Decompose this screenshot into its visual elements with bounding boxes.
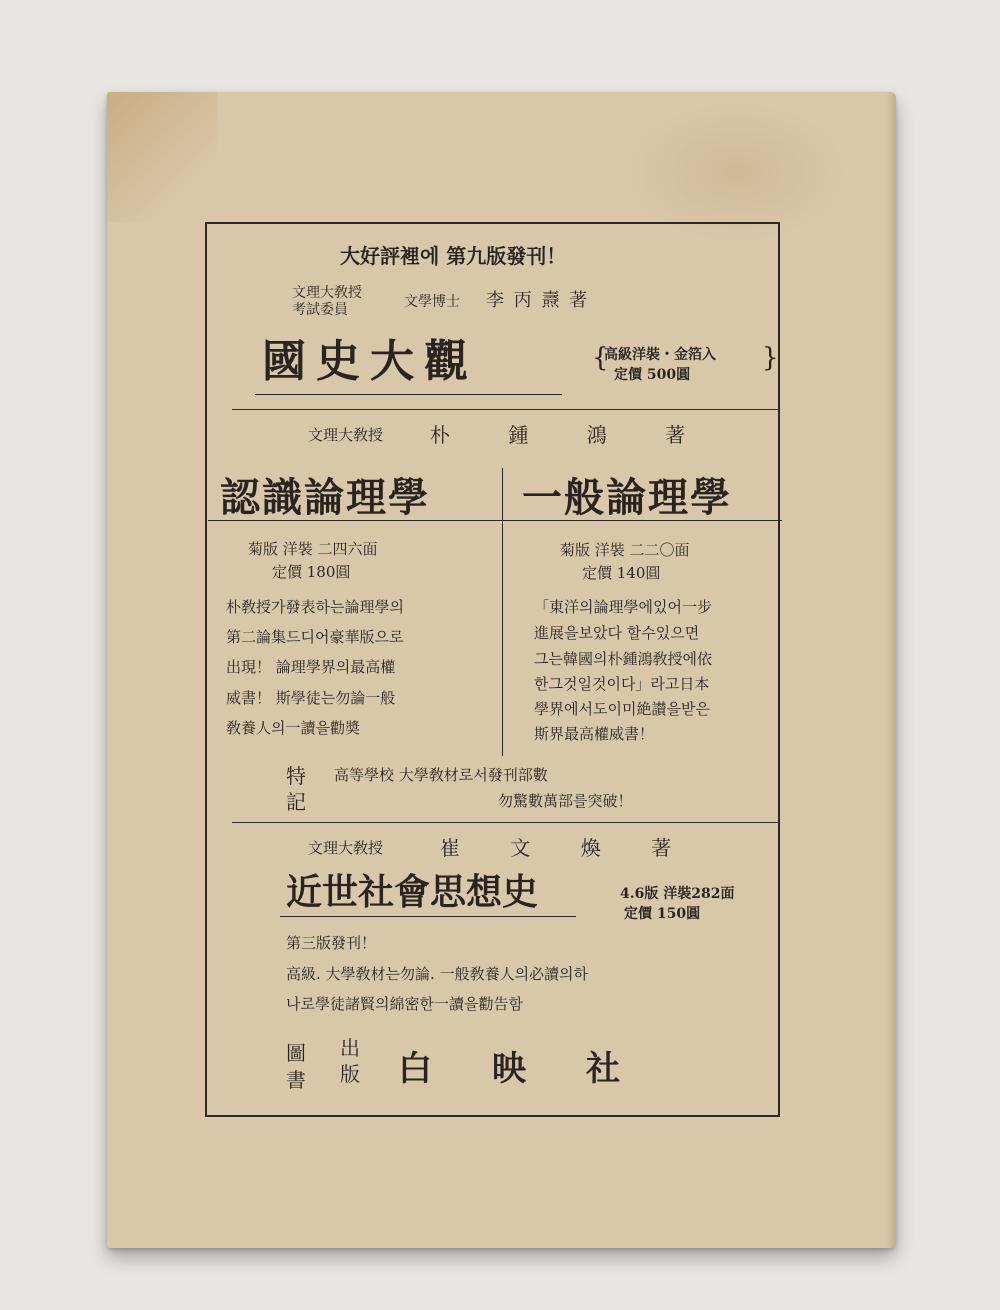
author-title: 考試委員 — [292, 302, 348, 318]
title-underline — [255, 394, 562, 395]
special-label: 特 — [286, 764, 306, 788]
publisher-name: 白映社 — [398, 1049, 680, 1089]
special-line: 高等學校 大學敎材로서發刊部數 — [334, 766, 548, 784]
book2-left-desc-line: 第二論集드디어豪華版으로 — [226, 628, 404, 646]
book3-desc-line: 高級. 大學敎材는勿論. 一般敎養人의必讀의하 — [286, 965, 589, 983]
book3-edition-note: 第三版發刊！ — [286, 934, 377, 952]
book1-title: 國史大觀 — [262, 336, 478, 387]
book2-left-desc-line: 敎養人의一讀을勸奬 — [226, 719, 360, 737]
brace-left: { — [592, 343, 609, 373]
book3-spec: 4.6版 洋裝282面 — [620, 886, 735, 902]
book1-author: 李 丙 燾 著 — [486, 290, 590, 311]
publisher-label: 版 — [340, 1062, 360, 1086]
publisher-label: 書 — [286, 1068, 306, 1092]
cover-stain — [107, 92, 217, 222]
book2-left-desc-line: 威書！ 斯學徒는勿論一般 — [226, 689, 396, 707]
cover-edge — [886, 92, 896, 1248]
book1-price: 定價 500圓 — [614, 367, 691, 383]
book2-left-price: 定價 180圓 — [272, 563, 351, 581]
book2-right-edition: 菊版 洋裝 二二〇面 — [560, 541, 690, 559]
author-title: 文理大敎授 — [308, 839, 384, 857]
headline: 大好評裡에 第九版發刊！ — [340, 244, 567, 268]
book2-right-price: 定價 140圓 — [582, 564, 661, 582]
book1-spec: 高級洋裝・金箔入 — [604, 347, 716, 363]
author-title: 文理大敎授 — [292, 285, 362, 301]
book2-left-title: 認識論理學 — [220, 474, 430, 521]
publisher-label: 出 — [340, 1036, 360, 1060]
book2-right-desc-line: 學界에서도이미絶讃을받은 — [534, 700, 710, 718]
brace-right: } — [762, 343, 779, 373]
book2-right-desc-line: 그는韓國의朴鍾鴻敎授에依 — [534, 650, 712, 668]
book2-left-desc-line: 出現！ 論理學界의最高權 — [226, 658, 396, 676]
special-line: 勿驚數萬部를突破！ — [498, 792, 633, 810]
section-divider — [232, 409, 778, 410]
book2-left-desc-line: 朴敎授가發表하는論理學의 — [226, 598, 404, 616]
section-divider — [208, 520, 782, 521]
title-underline — [280, 916, 576, 917]
book2-right-desc-line: 「東洋의論理學에있어一步 — [534, 598, 712, 616]
book3-desc-line: 나로學徒諸賢의綿密한一讀을勸告함 — [286, 995, 523, 1013]
book2-right-desc-line: 한그것일것이다」라고日本 — [534, 675, 710, 693]
book3-title: 近世社會思想史 — [286, 871, 539, 913]
author-degree: 文學博士 — [404, 294, 460, 310]
book2-right-desc-line: 斯界最高權威書！ — [534, 725, 655, 743]
cover-stain — [627, 102, 847, 242]
special-label: 記 — [286, 790, 306, 814]
author-title: 文理大敎授 — [308, 426, 384, 444]
column-divider — [502, 468, 503, 756]
book3-price: 定價 150圓 — [624, 906, 701, 922]
book2-author: 朴 鍾 鴻 著 — [430, 423, 712, 447]
section-divider — [232, 822, 778, 823]
book3-author: 崔 文 煥 著 — [440, 836, 694, 860]
book2-right-desc-line: 進展을보았다 할수있으면 — [534, 624, 700, 642]
book2-left-edition: 菊版 洋裝 二四六面 — [248, 540, 378, 558]
publisher-label: 圖 — [286, 1041, 306, 1065]
book2-right-title: 一般論理學 — [522, 474, 732, 521]
